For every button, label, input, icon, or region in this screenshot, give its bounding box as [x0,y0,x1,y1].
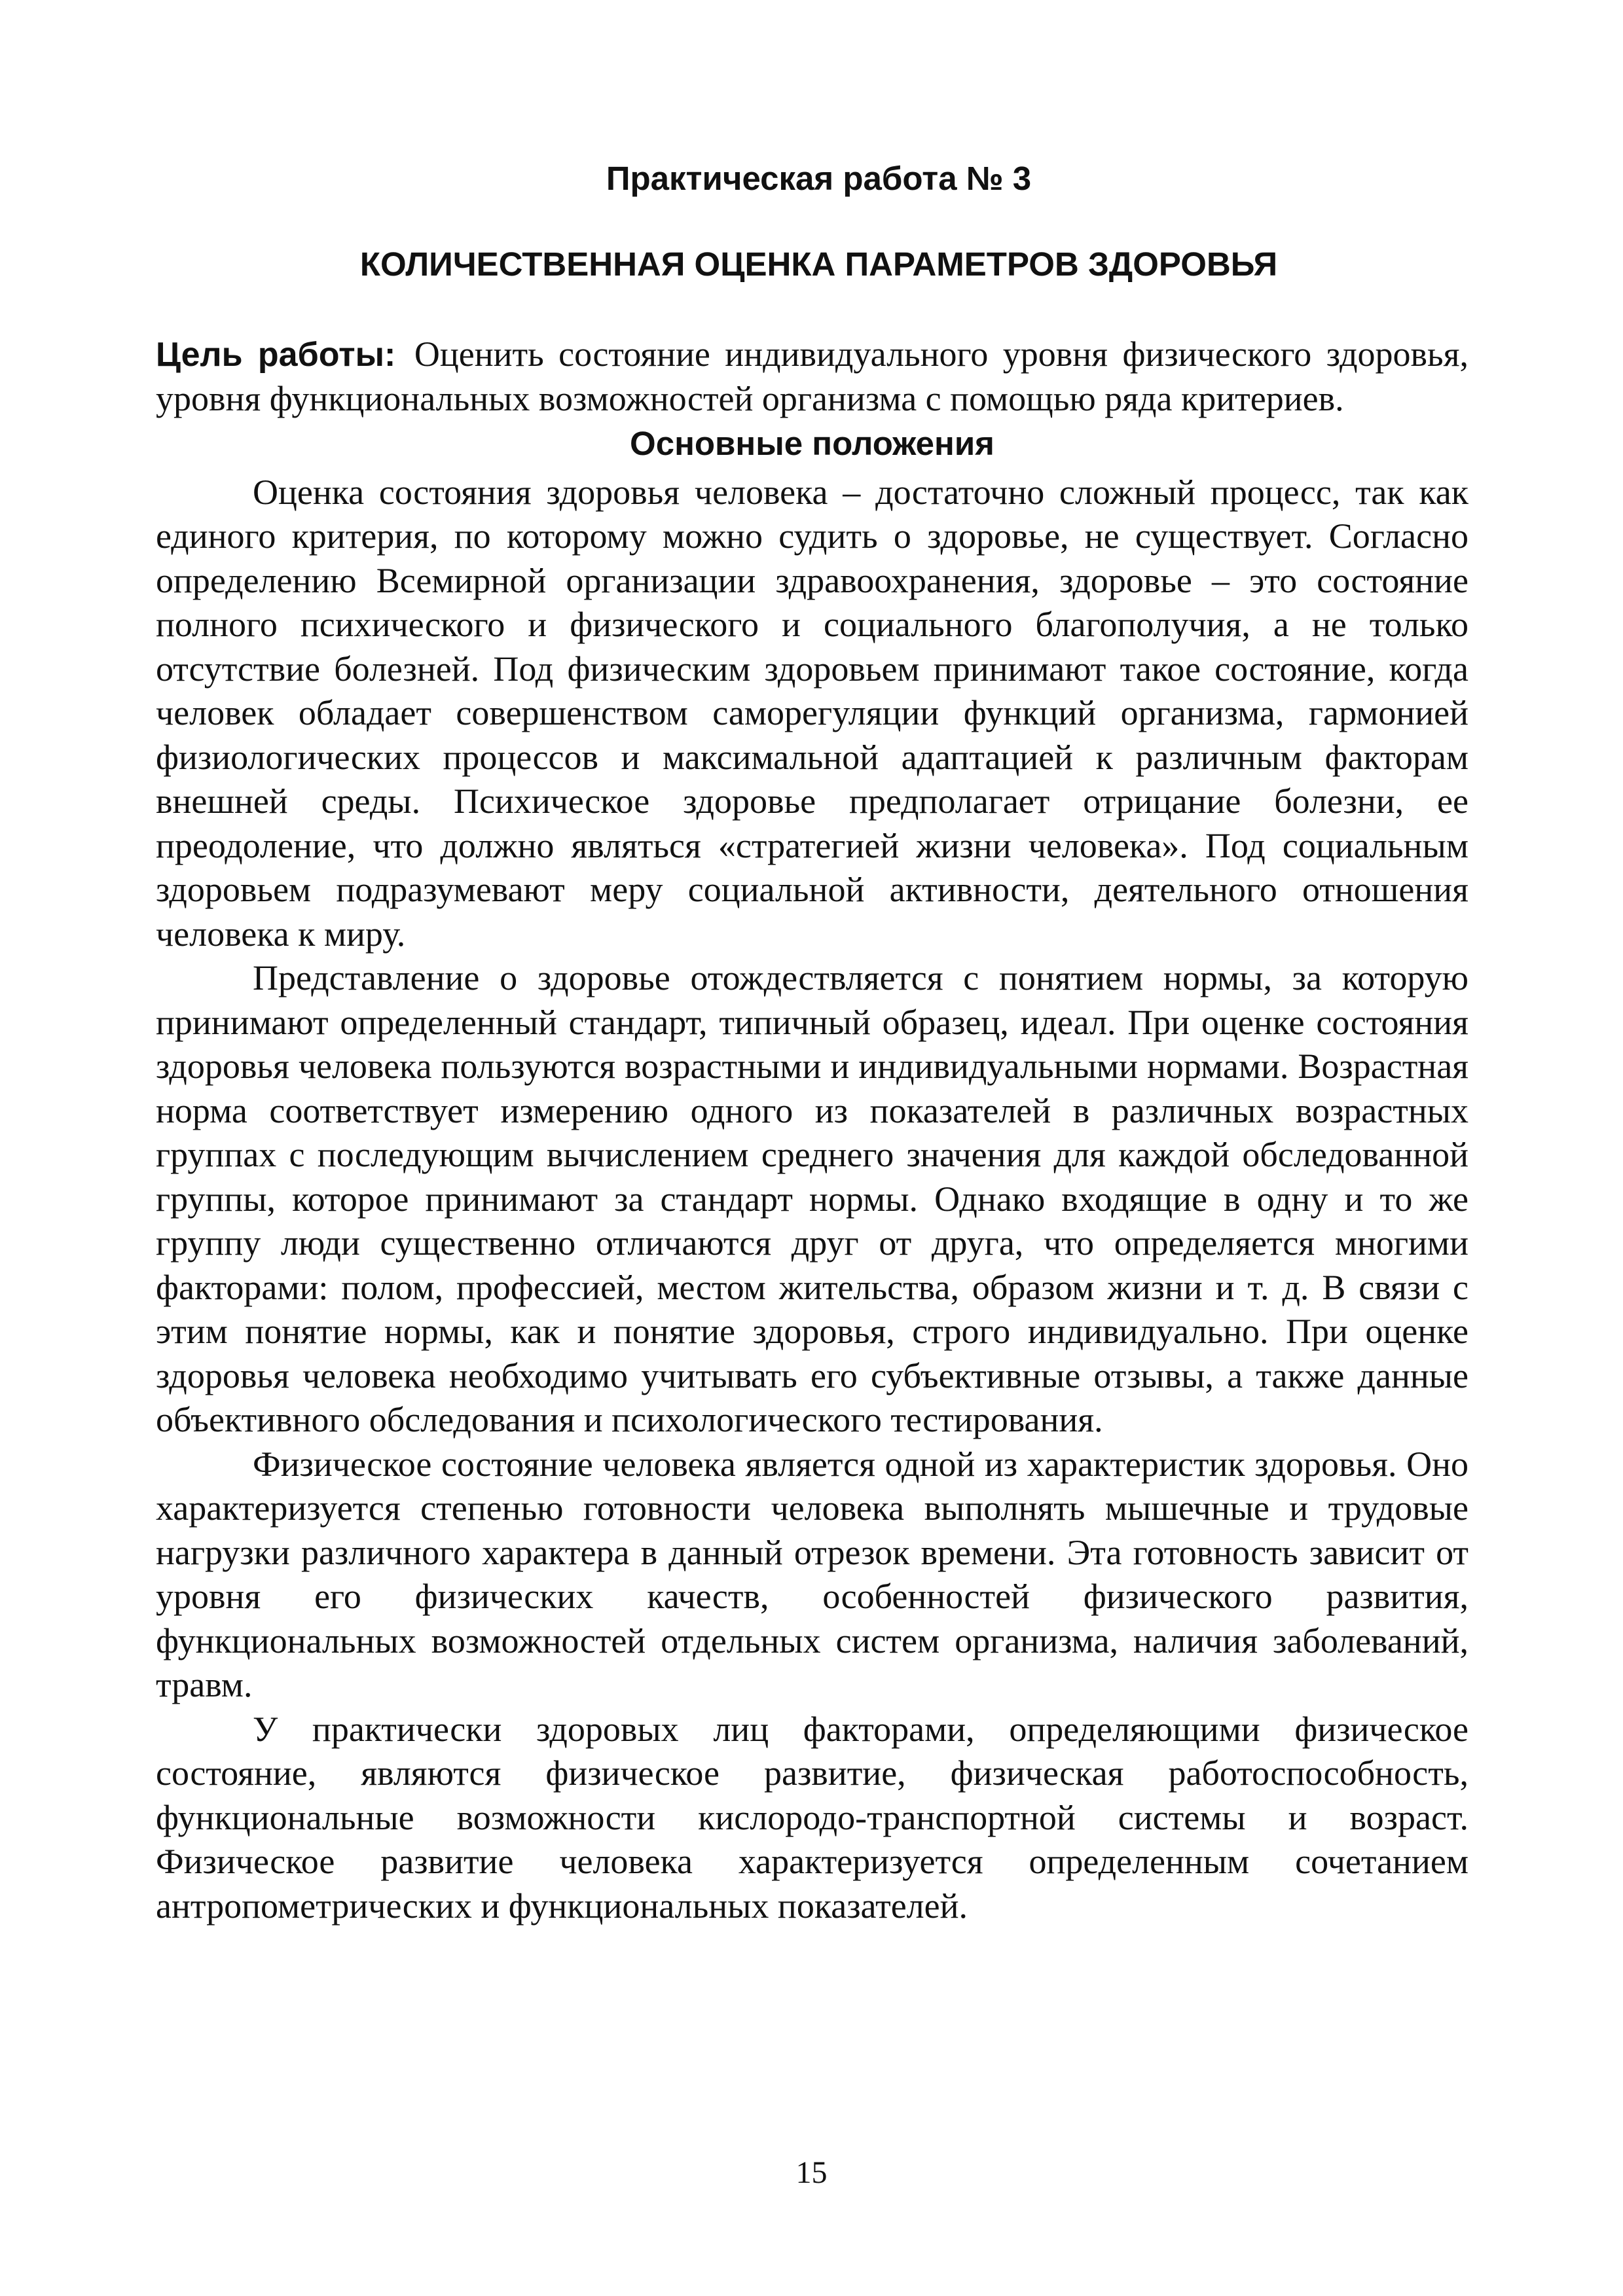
work-title: Практическая работа № 3 [606,160,1032,197]
goal-label: Цель работы: [156,336,396,374]
goal-text: Оценить состояние индивидуального уровня физического здоровья, уровня функциональных возможностей организма с помощью ряда критериев. [156,334,1469,419]
page-number: 15 [795,2155,828,2190]
body-paragraph: Представление о здоровье отождествляется с понятием нормы, за которую принимают определенный стандарт, типичный образец, идеал. При оценке состояния здоровья человека пользуются возрастными и индивидуальными нормами. Возрастная норма соответствует измерению одного из показателей в различных возрастных группах с последующим вычислением среднего значения для каждой обследованной группы, которое принимают за стандарт нормы. Однако входящие в одну и то же группу люди существенно отличаются друг от друга, что определяется многими факторами: полом, профессией, местом жительства, образом жизни и т. д. В связи с этим понятие нормы, как и понятие здоровья, строго индивидуально. При оценке здоровья человека необходимо учитывать его субъективные отзывы, а также данные объективного обследования и психологического тестирования. [156,958,1468,1440]
body-paragraph: У практически здоровых лиц факторами, определяющими физическое состояние, являются физическое развитие, физическая работоспособность, функциональные возможности кислородо-транспортной системы и возраст. Физическое развитие человека характеризуется определенным сочетанием антропометрических и функциональных показателей. [156,1709,1468,1926]
work-subtitle: КОЛИЧЕСТВЕННАЯ ОЦЕНКА ПАРАМЕТРОВ ЗДОРОВЬЯ [359,245,1278,283]
body-paragraph: Физическое состояние человека является одной из характеристик здоровья. Оно характеризуется степенью готовности человека выполнять мышечные и трудовые нагрузки различного характера в данный отрезок времени. Эта готовность зависит от уровня его физических качеств, особенностей физического развития, функциональных возможностей отдельных систем организма, наличия заболеваний, травм. [156,1444,1468,1705]
page-content [156,149,1468,1928]
goal-paragraph [156,332,1468,421]
body-paragraph: Оценка состояния здоровья человека – достаточно сложный процесс, так как единого критерия, по которому можно судить о здоровье, не существует. Согласно определению Всемирной организации здравоохранения, здоровье – это состояние полного психического и физического и социального благополучия, а не только отсутствие болезней. Под физическим здоровьем принимают такое состояние, когда человек обладает совершенством саморегуляции функций организма, гармонией физиологических процессов и максимальной адаптацией к различным факторам внешней среды. Психическое здоровье предполагает отрицание болезни, ее преодоление, что должно являться «стратегией жизни человека». Под социальным здоровьем подразумевают меру социальной активности, деятельного отношения человека к миру. [156,472,1468,954]
section-heading: Основные положения [630,425,994,463]
